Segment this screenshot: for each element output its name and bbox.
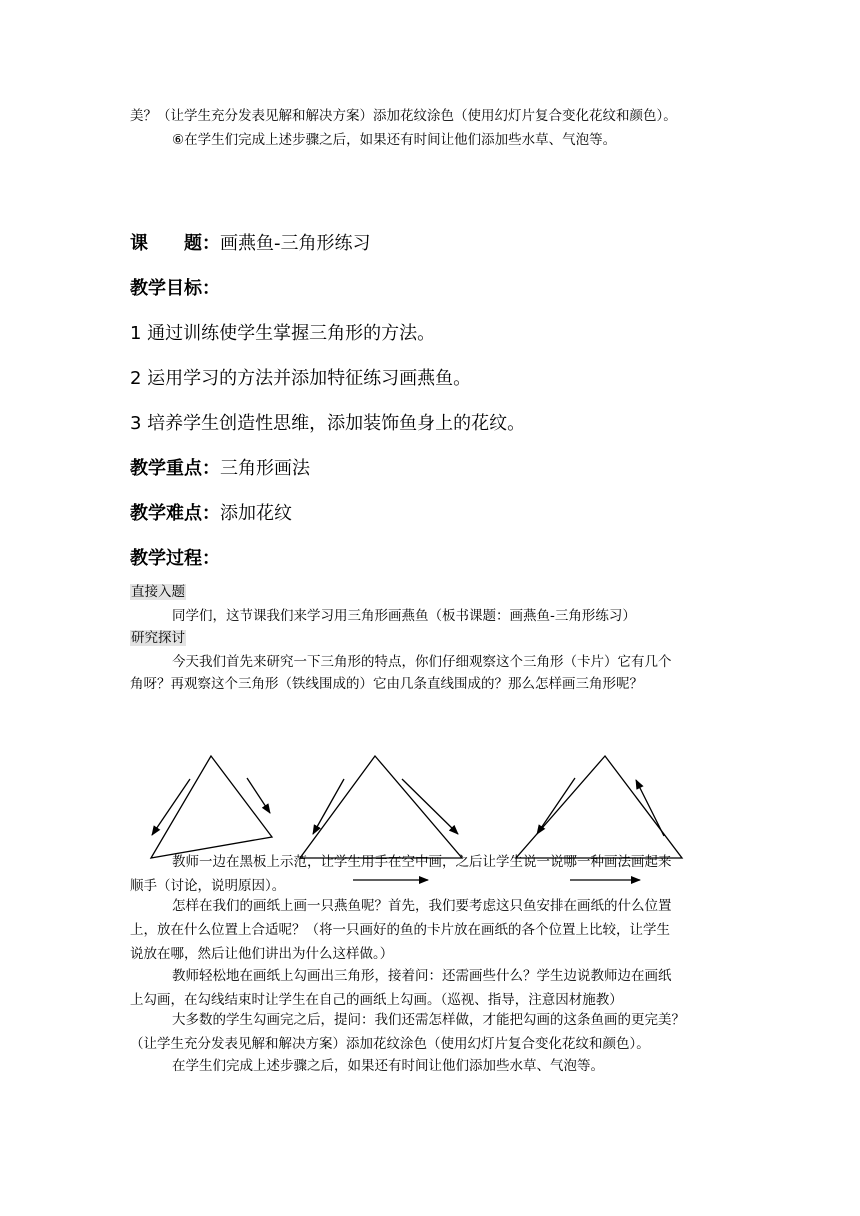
goal-item-1: 1 通过训练使学生掌握三角形的方法。 xyxy=(130,323,436,344)
arrow-2a xyxy=(313,779,344,834)
difficulty-label: 教学难点： xyxy=(130,503,220,524)
lesson-title-value: 画燕鱼-三角形练习 xyxy=(220,233,371,254)
arrow-1a xyxy=(152,779,190,835)
triangle-shape-2 xyxy=(300,756,462,858)
arrow-3b xyxy=(636,780,664,836)
key-point-value: 三角形画法 xyxy=(220,458,310,479)
para-demo-line2: 顺手（讨论，说明原因）。 xyxy=(130,878,286,894)
top-line-1: 美？（让学生充分发表见解和解决方案）添加花纹涂色（使用幻灯片复合变化花纹和颜色）。 xyxy=(130,108,677,124)
top-line-2: ⑥在学生们完成上述步骤之后，如果还有时间让他们添加些水草、气泡等。 xyxy=(172,132,617,148)
triangle-method-1 xyxy=(151,756,272,858)
para-outline-line2: 上勾画，在勾线结束时让学生在自己的画纸上勾画。（巡视、指导，注意因材施教） xyxy=(130,992,623,1008)
triangle-shape-3 xyxy=(516,756,682,858)
para-place-line2: 上，放在什么位置上合适呢？（将一只画好的鱼的卡片放在画纸的各个位置上比较，让学生 xyxy=(130,922,670,938)
para-outline-line1: 教师轻松地在画纸上勾画出三角形，接着问：还需画些什么？学生边说教师边在画纸 xyxy=(172,968,672,984)
goal-item-3: 3 培养学生创造性思维，添加装饰鱼身上的花纹。 xyxy=(130,413,526,434)
section2-text-line1: 今天我们首先来研究一下三角形的特点，你们仔细观察这个三角形（卡片）它有几个 xyxy=(172,654,672,670)
para-place-line1: 怎样在我们的画纸上画一只燕鱼呢？首先，我们要考虑这只鱼安排在画纸的什么位置 xyxy=(172,898,672,914)
para-demo-line1: 教师一边在黑板上示范，让学生用手在空中画，之后让学生说一说哪一种画法画起来 xyxy=(172,854,672,870)
key-point-label: 教学重点： xyxy=(130,458,220,479)
section2-heading-text: 研究探讨 xyxy=(131,630,185,646)
para-final: 在学生们完成上述步骤之后，如果还有时间让他们添加些水草、气泡等。 xyxy=(172,1058,604,1074)
para-place-line3: 说放在哪，然后让他们讲出为什么这样做。） xyxy=(130,946,394,962)
section2-text-line2: 角呀？再观察这个三角形（铁线围成的）它由几条直线围成的？那么怎样画三角形呢？ xyxy=(130,676,643,692)
triangle-shape-1 xyxy=(151,756,272,858)
para-improve-line1: 大多数的学生勾画完之后，提问：我们还需怎样做，才能把勾画的这条鱼画的更完美？ xyxy=(172,1012,685,1028)
lesson-title-label: 课 题： xyxy=(130,233,220,254)
goals-label: 教学目标： xyxy=(130,278,220,299)
arrow-3a xyxy=(537,778,575,834)
goal-item-2: 2 运用学习的方法并添加特征练习画燕鱼。 xyxy=(130,368,472,389)
section1-heading-text: 直接入题 xyxy=(131,584,185,600)
section1-text: 同学们，这节课我们来学习用三角形画燕鱼（板书课题：画燕鱼-三角形练习） xyxy=(172,608,636,624)
para-improve-line2: （让学生充分发表见解和解决方案）添加花纹涂色（使用幻灯片复合变化花纹和颜色）。 xyxy=(130,1036,650,1052)
process-label: 教学过程： xyxy=(130,548,220,569)
arrow-2b xyxy=(402,779,458,834)
difficulty-value: 添加花纹 xyxy=(220,503,292,524)
